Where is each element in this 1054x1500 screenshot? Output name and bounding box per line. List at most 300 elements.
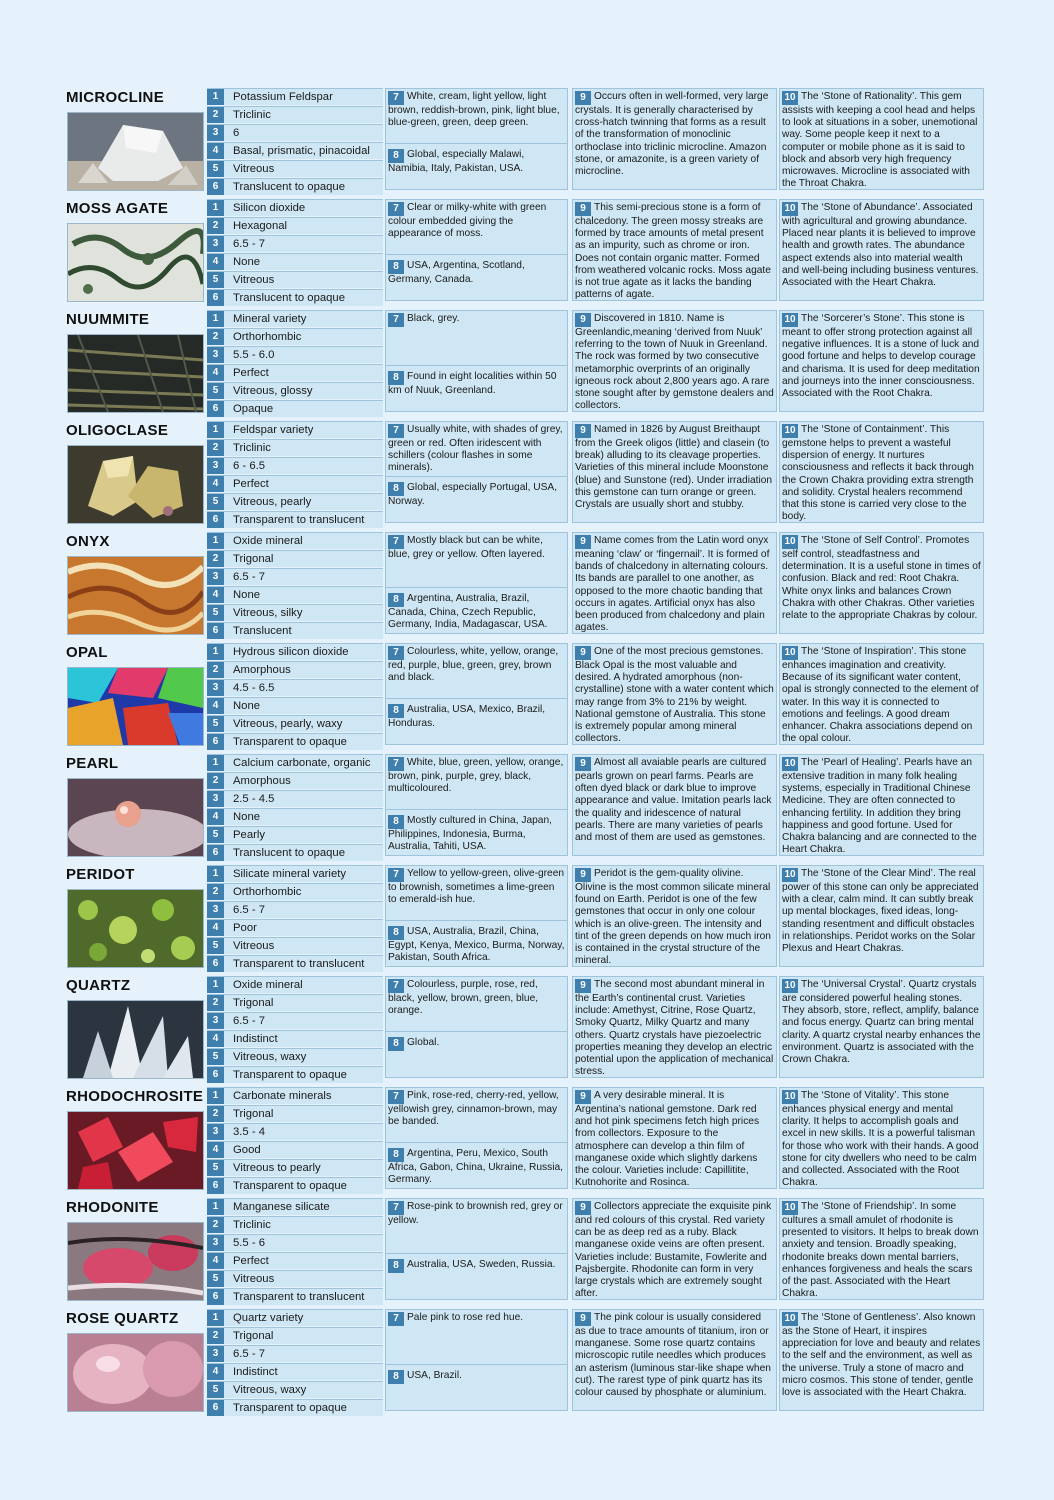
property-cleavage xyxy=(207,1252,383,1269)
locality-cell xyxy=(386,256,567,300)
mineral-name: MOSS AGATE xyxy=(66,200,169,217)
nuummite-photo xyxy=(67,334,204,413)
property-number: 2 xyxy=(207,884,224,900)
mineral-name: PEARL xyxy=(66,755,119,772)
property-number: 6 xyxy=(207,401,224,417)
property-transparency xyxy=(207,955,383,972)
description-box xyxy=(572,88,777,190)
colour-locality-box xyxy=(385,1198,568,1300)
property-value: Transparent to opaque xyxy=(233,736,347,748)
properties-list xyxy=(207,976,383,1081)
properties-list xyxy=(207,532,383,637)
mineral-name: PERIDOT xyxy=(66,866,135,883)
property-number: 4 xyxy=(207,1364,224,1380)
property-value: Translucent to opaque xyxy=(233,847,345,859)
locality-text: Argentina, Australia, Brazil, Canada, China, Czech Republic, Germany, India, Madagascar, USA. xyxy=(388,593,548,631)
property-hardness xyxy=(207,1234,383,1251)
property-number: 3 xyxy=(207,1235,224,1251)
colour-cell xyxy=(386,89,567,144)
colour-text: Pale pink to rose red hue. xyxy=(407,1312,524,1323)
property-number: 4 xyxy=(207,1253,224,1269)
field-number-8: 8 xyxy=(388,815,404,829)
mineral-name: NUUMMITE xyxy=(66,311,150,328)
property-number: 6 xyxy=(207,1067,224,1083)
property-number: 2 xyxy=(207,551,224,567)
healing-text: The ‘Stone of the Clear Mind’. The real power of this stone can only be appreciated with a clear, calm mind. It can subtly break up mental blockages, fixed ideas, long-standing resentment and difficult obstacles in relationships. Peridot works on the Solar Plexus and Heart Chakras. xyxy=(782,868,979,955)
properties-list xyxy=(207,1309,383,1414)
field-number-9: 9 xyxy=(575,979,591,993)
mineral-name: RHODONITE xyxy=(66,1199,159,1216)
locality-text: USA, Brazil. xyxy=(407,1370,462,1381)
property-number: 4 xyxy=(207,1142,224,1158)
mineral-row xyxy=(66,199,984,303)
field-number-8: 8 xyxy=(388,926,404,940)
property-number: 5 xyxy=(207,272,224,288)
mineral-row xyxy=(66,421,984,525)
locality-cell xyxy=(386,1033,567,1077)
quartz-photo xyxy=(67,1000,204,1079)
property-hardness xyxy=(207,1012,383,1029)
locality-text: Global, especially Malawi, Namibia, Italy, Pakistan, USA. xyxy=(388,149,525,174)
field-number-7: 7 xyxy=(388,757,404,771)
property-composition xyxy=(207,1309,383,1326)
property-cleavage xyxy=(207,1141,383,1158)
field-number-7: 7 xyxy=(388,868,404,882)
property-value: Vitreous to pearly xyxy=(233,1162,321,1174)
property-value: 6.5 - 7 xyxy=(233,1015,266,1027)
property-cleavage xyxy=(207,697,383,714)
properties-list xyxy=(207,421,383,526)
property-number: 4 xyxy=(207,698,224,714)
property-number: 6 xyxy=(207,179,224,195)
property-number: 4 xyxy=(207,365,224,381)
description-box xyxy=(572,421,777,523)
properties-list xyxy=(207,754,383,859)
property-hardness xyxy=(207,346,383,363)
property-number: 3 xyxy=(207,458,224,474)
property-value: Triclinic xyxy=(233,1219,271,1231)
property-value: Manganese silicate xyxy=(233,1201,330,1213)
healing-text: The ‘Stone of Abundance’. Associated with agricultural and growing abundance. Placed near plants it is believed to improve health and growth rates. The abundance aspect extends also into material wealth and well-being including business ventures. Associated with the Heart Chakra. xyxy=(782,202,979,289)
properties-list xyxy=(207,88,383,193)
field-number-10: 10 xyxy=(782,424,798,438)
property-number: 1 xyxy=(207,755,224,771)
colour-text: Clear or milky-white with green colour embedded giving the appearance of moss. xyxy=(388,202,547,240)
property-number: 3 xyxy=(207,680,224,696)
property-value: Amorphous xyxy=(233,775,291,787)
property-composition xyxy=(207,865,383,882)
property-lustre xyxy=(207,937,383,954)
mineral-name: OLIGOCLASE xyxy=(66,422,169,439)
colour-locality-box xyxy=(385,1087,568,1189)
description-text: A very desirable mineral. It is Argentina’s national gemstone. Dark red and hot pink specimens fetch high prices from collectors. Exposure to the atmosphere can develop a thin film of manganese oxide which slightly darkens the colour. Varieties include: Capillitite, Kutnohorite and Rosinca. xyxy=(575,1090,760,1189)
field-number-8: 8 xyxy=(388,260,404,274)
property-composition xyxy=(207,754,383,771)
property-value: 5.5 - 6 xyxy=(233,1237,266,1249)
property-value: Orthorhombic xyxy=(233,331,302,343)
properties-list xyxy=(207,643,383,748)
rhodonite-photo xyxy=(67,1222,204,1301)
mineral-name: RHODOCHROSITE xyxy=(66,1088,204,1105)
description-text: Discovered in 1810. Name is Greenlandic,meaning ‘derived from Nuuk’ referring to the town of Nuuk in Greenland. The rock was formed by two consecutive metamorphic overprints of an originally igneous rock about 2,800 years ago. A rare stone sought after by gemstone dealers and collectors. xyxy=(575,313,774,412)
field-number-7: 7 xyxy=(388,1090,404,1104)
field-number-10: 10 xyxy=(782,91,798,105)
locality-text: Argentina, Peru, Mexico, South Africa, Gabon, China, Ukraine, Russia, Germany. xyxy=(388,1148,563,1186)
locality-text: USA, Argentina, Scotland, Germany, Canada. xyxy=(388,260,525,285)
peridot-photo xyxy=(67,889,204,968)
property-value: Vitreous, waxy xyxy=(233,1051,307,1063)
property-value: 6.5 - 7 xyxy=(233,1348,266,1360)
healing-box xyxy=(779,199,984,301)
locality-text: Mostly cultured in China, Japan, Philippines, Indonesia, Burma, Australia, Tahiti, USA. xyxy=(388,815,552,853)
property-value: Silicon dioxide xyxy=(233,202,306,214)
property-lustre xyxy=(207,826,383,843)
colour-text: Usually white, with shades of grey, green or red. Often iridescent with schillers (colour flashes in some minerals). xyxy=(388,424,563,474)
property-composition xyxy=(207,199,383,216)
property-number: 1 xyxy=(207,1199,224,1215)
property-number: 4 xyxy=(207,143,224,159)
property-value: Pearly xyxy=(233,829,266,841)
mineral-row xyxy=(66,643,984,747)
field-number-10: 10 xyxy=(782,202,798,216)
property-number: 3 xyxy=(207,1013,224,1029)
colour-locality-box xyxy=(385,532,568,634)
property-number: 5 xyxy=(207,161,224,177)
property-value: Vitreous, silky xyxy=(233,607,303,619)
property-value: Transparent to translucent xyxy=(233,514,365,526)
mineral-row xyxy=(66,976,984,1080)
property-value: Oxide mineral xyxy=(233,535,303,547)
property-value: Potassium Feldspar xyxy=(233,91,333,103)
property-cleavage xyxy=(207,919,383,936)
property-number: 3 xyxy=(207,569,224,585)
property-number: 2 xyxy=(207,773,224,789)
property-cleavage xyxy=(207,1363,383,1380)
healing-box xyxy=(779,976,984,1078)
field-number-10: 10 xyxy=(782,868,798,882)
field-number-10: 10 xyxy=(782,1090,798,1104)
property-number: 3 xyxy=(207,347,224,363)
description-text: Peridot is the gem-quality olivine. Olivine is the most common silicate mineral found on Earth. Peridot is one of the few gemstones that occur in only one colour which is an olive-green. The intensity and tint of the green depends on how much iron is contained in the crystal structure of the mineral. xyxy=(575,868,771,967)
property-number: 5 xyxy=(207,1049,224,1065)
property-transparency xyxy=(207,1066,383,1083)
property-cleavage xyxy=(207,253,383,270)
oligoclase-photo xyxy=(67,445,204,524)
healing-text: The ‘Stone of Inspiration’. This stone enhances imagination and creativity. Because of its significant water content, opal is strongly connected to the element of water. In this way it is connected to emotions and feelings. A good dream enhancer. Chakra associations depend on the opal colour. xyxy=(782,646,979,745)
property-number: 4 xyxy=(207,1031,224,1047)
property-value: Silicate mineral variety xyxy=(233,868,347,880)
field-number-7: 7 xyxy=(388,646,404,660)
colour-locality-box xyxy=(385,643,568,745)
property-transparency xyxy=(207,1177,383,1194)
property-value: 6.5 - 7 xyxy=(233,904,266,916)
property-value: Perfect xyxy=(233,367,269,379)
field-number-7: 7 xyxy=(388,535,404,549)
property-value: Poor xyxy=(233,922,257,934)
mineral-row xyxy=(66,532,984,636)
colour-locality-box xyxy=(385,976,568,1078)
field-number-10: 10 xyxy=(782,757,798,771)
colour-text: White, blue, green, yellow, orange, brown, pink, purple, grey, black, multicoloured. xyxy=(388,757,564,795)
mineral-name: ROSE QUARTZ xyxy=(66,1310,179,1327)
field-number-10: 10 xyxy=(782,1312,798,1326)
property-crystal-system xyxy=(207,1105,383,1122)
locality-text: Global, especially Portugal, USA, Norway. xyxy=(388,482,558,507)
healing-text: The ‘Stone of Containment’. This gemstone helps to prevent a wasteful dispersion of energy. It nurtures consciousness and reflects it back through the Crown Chakra providing extra strength and solidity. Crystal healers recommend that this stone is carried very close to the body. xyxy=(782,424,974,523)
description-text: Name comes from the Latin word onyx meaning ‘claw’ or ‘fingernail’. It is formed of bands of chalcedony in alternating colours. Its bands are parallel to one another, as opposed to the more chaotic banding that occurs in agates. Artificial onyx has also been produced from chalcedony and plain agates. xyxy=(575,535,770,634)
property-hardness xyxy=(207,1123,383,1140)
property-value: Translucent to opaque xyxy=(233,181,345,193)
mineral-name: MICROCLINE xyxy=(66,89,164,106)
property-number: 2 xyxy=(207,1328,224,1344)
property-number: 1 xyxy=(207,1310,224,1326)
colour-locality-box xyxy=(385,865,568,967)
description-box xyxy=(572,310,777,412)
property-transparency xyxy=(207,178,383,195)
property-value: 6.5 - 7 xyxy=(233,571,266,583)
field-number-10: 10 xyxy=(782,1201,798,1215)
property-transparency xyxy=(207,400,383,417)
property-hardness xyxy=(207,457,383,474)
healing-text: The ‘Stone of Friendship’. In some cultures a small amulet of rhodonite is presented to visitors. It helps to break down anxiety and tension. Broadly speaking, rhodonite breaks down mental barriers, enhances forgiveness and heals the scars of the past. Associated with the Heart Chakra. xyxy=(782,1201,979,1300)
property-number: 4 xyxy=(207,476,224,492)
field-number-7: 7 xyxy=(388,1312,404,1326)
property-cleavage xyxy=(207,475,383,492)
description-box xyxy=(572,643,777,745)
property-composition xyxy=(207,421,383,438)
description-box xyxy=(572,754,777,856)
property-cleavage xyxy=(207,808,383,825)
field-number-9: 9 xyxy=(575,313,591,327)
property-value: Perfect xyxy=(233,478,269,490)
property-value: Indistinct xyxy=(233,1366,278,1378)
mineral-row xyxy=(66,754,984,858)
property-number: 1 xyxy=(207,422,224,438)
property-value: None xyxy=(233,700,261,712)
property-number: 6 xyxy=(207,290,224,306)
property-hardness xyxy=(207,568,383,585)
property-transparency xyxy=(207,289,383,306)
property-hardness xyxy=(207,1345,383,1362)
field-number-9: 9 xyxy=(575,1201,591,1215)
mineral-name: OPAL xyxy=(66,644,108,661)
healing-box xyxy=(779,643,984,745)
properties-list xyxy=(207,1198,383,1303)
colour-locality-box xyxy=(385,421,568,523)
property-transparency xyxy=(207,622,383,639)
property-hardness xyxy=(207,679,383,696)
field-number-10: 10 xyxy=(782,313,798,327)
colour-cell xyxy=(386,977,567,1032)
field-number-7: 7 xyxy=(388,424,404,438)
rhodochrosite-photo xyxy=(67,1111,204,1190)
field-number-8: 8 xyxy=(388,1037,404,1051)
colour-locality-box xyxy=(385,88,568,190)
colour-text: Colourless, white, yellow, orange, red, purple, blue, green, grey, brown and black. xyxy=(388,646,559,684)
property-number: 6 xyxy=(207,734,224,750)
property-lustre xyxy=(207,160,383,177)
property-number: 1 xyxy=(207,89,224,105)
property-number: 2 xyxy=(207,440,224,456)
moss-agate-photo xyxy=(67,223,204,302)
property-number: 5 xyxy=(207,1382,224,1398)
property-crystal-system xyxy=(207,772,383,789)
property-lustre xyxy=(207,271,383,288)
mineral-row xyxy=(66,88,984,192)
property-crystal-system xyxy=(207,328,383,345)
property-number: 5 xyxy=(207,827,224,843)
description-box xyxy=(572,865,777,967)
field-number-10: 10 xyxy=(782,646,798,660)
colour-cell xyxy=(386,1088,567,1143)
property-value: 6.5 - 7 xyxy=(233,238,266,250)
property-value: Transparent to opaque xyxy=(233,1402,347,1414)
colour-text: White, cream, light yellow, light brown, reddish-brown, pink, light blue, blue-green, green, deep green. xyxy=(388,91,560,129)
property-lustre xyxy=(207,1159,383,1176)
property-composition xyxy=(207,1198,383,1215)
property-number: 4 xyxy=(207,809,224,825)
healing-box xyxy=(779,1309,984,1411)
property-number: 4 xyxy=(207,920,224,936)
property-number: 1 xyxy=(207,644,224,660)
property-cleavage xyxy=(207,586,383,603)
property-transparency xyxy=(207,1288,383,1305)
property-value: Hexagonal xyxy=(233,220,288,232)
property-value: Mineral variety xyxy=(233,313,307,325)
locality-cell xyxy=(386,145,567,189)
field-number-9: 9 xyxy=(575,424,591,438)
mineral-name: QUARTZ xyxy=(66,977,131,994)
field-number-7: 7 xyxy=(388,1201,404,1215)
property-value: 2.5 - 4.5 xyxy=(233,793,275,805)
property-value: Transparent to opaque xyxy=(233,1069,347,1081)
field-number-8: 8 xyxy=(388,1370,404,1384)
field-number-8: 8 xyxy=(388,1148,404,1162)
property-value: Carbonate minerals xyxy=(233,1090,332,1102)
property-crystal-system xyxy=(207,550,383,567)
property-crystal-system xyxy=(207,1216,383,1233)
mineral-row xyxy=(66,1087,984,1191)
field-number-8: 8 xyxy=(388,482,404,496)
description-text: Collectors appreciate the exquisite pink and red colours of this crystal. Red variety can be as deep red as a ruby. Black manganese oxide veins are often present. Varieties include: Bustamite, Fowlerite and Pajsbergite. Rhodonite can form in very large crystals which are extremely sought after. xyxy=(575,1201,772,1300)
property-number: 2 xyxy=(207,1217,224,1233)
property-crystal-system xyxy=(207,1327,383,1344)
property-hardness xyxy=(207,235,383,252)
property-number: 2 xyxy=(207,218,224,234)
property-crystal-system xyxy=(207,883,383,900)
property-number: 3 xyxy=(207,236,224,252)
property-number: 2 xyxy=(207,995,224,1011)
property-number: 2 xyxy=(207,662,224,678)
property-composition xyxy=(207,976,383,993)
property-number: 6 xyxy=(207,956,224,972)
description-text: Almost all avaiable pearls are cultured pearls grown on pearl farms. Pearls are often dyed black or dark blue to improve appearance and value. Imitation pearls lack the quality and iridescence of natural pearls. There are many varieties of pearls and most of them are used as gemstones. xyxy=(575,757,772,844)
colour-text: Black, grey. xyxy=(407,313,460,324)
colour-locality-box xyxy=(385,1309,568,1411)
description-text: This semi-precious stone is a form of chalcedony. The green mossy streaks are formed by trace amounts of metal present as an impurity, such as chrome or iron. Does not contain organic matter. Formed from weathered volcanic rocks. Moss agate is not true agate as it lacks the banding patterns of agate. xyxy=(575,202,771,301)
colour-cell xyxy=(386,1310,567,1365)
locality-text: USA, Australia, Brazil, China, Egypt, Kenya, Mexico, Burma, Norway, Pakistan, South Africa. xyxy=(388,926,565,964)
mineral-row xyxy=(66,865,984,969)
field-number-9: 9 xyxy=(575,1312,591,1326)
locality-cell xyxy=(386,700,567,744)
healing-box xyxy=(779,88,984,190)
property-value: Good xyxy=(233,1144,261,1156)
field-number-10: 10 xyxy=(782,535,798,549)
property-value: Triclinic xyxy=(233,442,271,454)
property-crystal-system xyxy=(207,217,383,234)
description-text: The pink colour is usually considered as due to trace amounts of titanium, iron or manganese. Some rose quartz contains microscopic rutile needles which produces an asterism (luminous star-like shape when cut). The rarest type of pink quartz has its colour caused by phosphate or aluminium. xyxy=(575,1312,771,1399)
healing-box xyxy=(779,1087,984,1189)
property-value: Triclinic xyxy=(233,109,271,121)
healing-box xyxy=(779,532,984,634)
property-number: 1 xyxy=(207,1088,224,1104)
property-number: 3 xyxy=(207,902,224,918)
healing-box xyxy=(779,754,984,856)
mineral-row xyxy=(66,310,984,414)
property-value: Transparent to translucent xyxy=(233,1291,365,1303)
colour-text: Mostly black but can be white, blue, grey or yellow. Often layered. xyxy=(388,535,545,560)
colour-locality-box xyxy=(385,310,568,412)
onyx-photo xyxy=(67,556,204,635)
properties-list xyxy=(207,310,383,415)
property-number: 2 xyxy=(207,1106,224,1122)
property-hardness xyxy=(207,901,383,918)
properties-list xyxy=(207,865,383,970)
property-value: Perfect xyxy=(233,1255,269,1267)
property-value: 6 xyxy=(233,127,240,139)
property-number: 3 xyxy=(207,1346,224,1362)
field-number-10: 10 xyxy=(782,979,798,993)
colour-locality-box xyxy=(385,754,568,856)
colour-cell xyxy=(386,644,567,699)
description-box xyxy=(572,199,777,301)
field-number-9: 9 xyxy=(575,535,591,549)
property-transparency xyxy=(207,1399,383,1416)
locality-text: Australia, USA, Sweden, Russia. xyxy=(407,1259,556,1270)
property-value: Vitreous, pearly, waxy xyxy=(233,718,343,730)
locality-text: Found in eight localities within 50 km of Nuuk, Greenland. xyxy=(388,371,557,396)
mineral-row xyxy=(66,1309,984,1413)
property-cleavage xyxy=(207,364,383,381)
property-lustre xyxy=(207,1048,383,1065)
field-number-9: 9 xyxy=(575,757,591,771)
properties-list xyxy=(207,1087,383,1192)
colour-text: Colourless, purple, rose, red, black, yellow, brown, green, blue, orange. xyxy=(388,979,539,1017)
property-number: 2 xyxy=(207,329,224,345)
property-number: 6 xyxy=(207,845,224,861)
property-number: 1 xyxy=(207,200,224,216)
locality-text: Australia, USA, Mexico, Brazil, Honduras. xyxy=(388,704,546,729)
mineral-name: ONYX xyxy=(66,533,110,550)
property-value: Vitreous xyxy=(233,163,275,175)
property-number: 1 xyxy=(207,977,224,993)
locality-cell xyxy=(386,1144,567,1188)
property-value: Calcium carbonate, organic xyxy=(233,757,371,769)
healing-text: The ‘Stone of Self Control’. Promotes self control, steadfastness and determination. It is a useful stone in times of confusion. Black and red: Root Chakra. White onyx links and balances Crown Chakra with other Chakras. Other varieties relate to the appropriate Chakras by colour. xyxy=(782,535,981,622)
property-value: Vitreous xyxy=(233,940,275,952)
property-composition xyxy=(207,1087,383,1104)
colour-cell xyxy=(386,1199,567,1254)
locality-cell xyxy=(386,1255,567,1299)
property-value: Orthorhombic xyxy=(233,886,302,898)
property-value: None xyxy=(233,256,261,268)
locality-cell xyxy=(386,922,567,966)
property-number: 5 xyxy=(207,494,224,510)
field-number-8: 8 xyxy=(388,149,404,163)
property-cleavage xyxy=(207,1030,383,1047)
property-crystal-system xyxy=(207,994,383,1011)
